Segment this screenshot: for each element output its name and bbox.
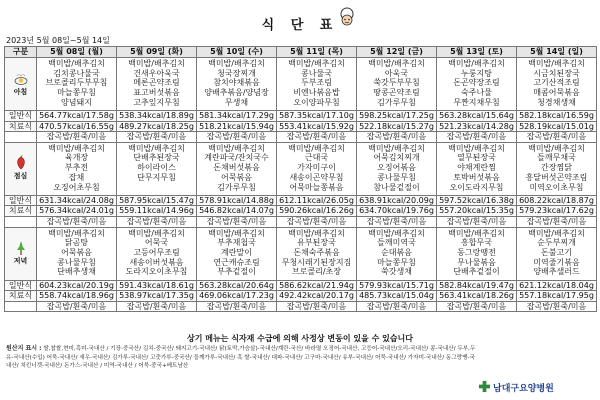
dish-item: 백미밥/배추김치	[128, 59, 185, 68]
diet-note: 잡곡밥/흰죽/미음	[117, 132, 197, 143]
regular-kcal: 598.25kcal/17.25g	[357, 111, 437, 122]
blank-cell	[5, 216, 37, 227]
dish-item: 건새우아욱국	[133, 68, 180, 78]
lunch-icon	[13, 155, 29, 171]
column-header-day: 5월 11일 (목)	[277, 47, 357, 58]
menu-cell	[437, 58, 517, 111]
dinner-icon	[13, 240, 29, 256]
dish-item: 쑥갓생채	[381, 267, 412, 277]
dish-item: 새송이곤약무침	[289, 172, 344, 182]
menu-cell	[357, 142, 437, 195]
column-header-day: 5월 10일 (수)	[197, 47, 277, 58]
menu-cell	[37, 227, 117, 280]
dinner-diet-note-row	[5, 301, 597, 312]
dish-item: 들깨미역국	[377, 238, 416, 248]
dish-item: 백미밥/배추김치	[208, 228, 265, 238]
therapeutic-label: 치료식	[5, 291, 37, 302]
dish-item: 순대볶음	[381, 247, 412, 257]
regular-kcal: 604.23kcal/20.19g	[37, 280, 117, 291]
menu-cell	[357, 58, 437, 111]
regular-kcal: 564.77kcal/17.58g	[37, 111, 117, 122]
regular-kcal: 582.84kcal/19.47g	[437, 280, 517, 291]
regular-kcal: 612.11kcal/26.05g	[277, 195, 357, 206]
dish-item: 순두부찌개	[537, 238, 576, 248]
dish-item: 들깨무채국	[537, 153, 576, 163]
regular-kcal: 631.34kcal/24.08g	[37, 195, 117, 206]
breakfast-label-cell	[5, 58, 37, 111]
therapeutic-kcal: 559.11kcal/14.96g	[117, 206, 197, 217]
change-notice: 상기 메뉴는 식자재 수급에 의해 사정상 변동이 있을 수 있습니다	[187, 334, 413, 343]
breakfast-therapeutic-row	[5, 121, 597, 132]
therapeutic-label: 치료식	[5, 206, 37, 217]
dish-item: 오징어초무침	[53, 182, 100, 192]
diet-note: 잡곡밥/흰죽/미음	[197, 216, 277, 227]
menu-cell	[277, 227, 357, 280]
dish-item: 부추전	[64, 163, 89, 173]
menu-cell	[37, 142, 117, 195]
dish-item: 백미밥/배추김치	[528, 59, 585, 68]
dinner-row	[5, 227, 597, 280]
dish-item: 고등어무조림	[133, 247, 180, 257]
dish-item: 마늘쫑무침	[377, 257, 416, 267]
menu-cell	[117, 58, 197, 111]
dish-item: 어묵볶음	[61, 247, 92, 257]
diet-note: 잡곡밥/흰죽/미음	[117, 301, 197, 312]
dish-item: 무나물볶음	[457, 257, 496, 267]
dish-item: 어묵김치찌개	[373, 153, 420, 163]
therapeutic-kcal: 579.23kcal/17.62g	[517, 206, 597, 217]
dish-item: 오이양파무침	[293, 97, 340, 107]
column-header-day: 5월 09일 (화)	[117, 47, 197, 58]
dish-item: 흥합무국	[461, 238, 492, 248]
dish-item: 야채계란찜	[457, 163, 496, 173]
dish-item: 김가루무침	[217, 182, 256, 192]
regular-kcal: 578.91kcal/14.88g	[197, 195, 277, 206]
origin-info	[6, 345, 476, 371]
origin-text: 쌀,찹쌀,현미,흑미-국내산 / 기장-중국산/ 김치-중국산/ 돼지고기-국내산/ 닭(토막,가슴살)-국내산/계란-국산/ 바라멸 오징어-국내산, 고등어-국내산/오리-국내산/ 콩-국내산/ 두부,두유-국내산(수입) 어묵-국내산/ 새우-국내산/ 김가루-국내산/ 고춧가루-중국산/ 들깨가루-국내산/ 흑 쌀-국내산/ 대파-국내산/ 고구마-국내산/ 유부-국내산/ 어묵-국내산/ 가자미-국내산/ 동그랑땡-국내산/ 치킨너겟-국내산/ 돈가스-국내산 / 미역-국내산 / 어묵-중국+베트남산	[6, 346, 476, 370]
regular-kcal: 538.34kcal/18.89g	[117, 111, 197, 122]
dish-item: 백미밥/배추김치	[368, 143, 425, 153]
dish-item: 돈불고기	[541, 247, 572, 257]
dish-item: 토박버섯볶음	[453, 172, 500, 182]
dish-item: 백미밥/배추김치	[48, 143, 105, 153]
regular-label: 일반식	[5, 280, 37, 291]
diet-note: 잡곡밥/흰죽/미음	[37, 301, 117, 312]
diet-note: 잡곡밥/흰죽/미음	[117, 216, 197, 227]
regular-kcal: 587.95kcal/15.47g	[117, 195, 197, 206]
column-header-day: 5월 12일 (금)	[357, 47, 437, 58]
dish-item: 아욱국	[384, 68, 409, 78]
dish-item: 계란말이	[221, 247, 252, 257]
lunch-row	[5, 142, 597, 195]
regular-label: 일반식	[5, 111, 37, 122]
dish-item: 땅콩곤약조림	[373, 88, 420, 98]
breakfast-row	[5, 58, 597, 111]
diet-note: 잡곡밥/흰죽/미음	[277, 301, 357, 312]
dish-item: 단배추겉절이	[453, 267, 500, 277]
date-range: 2023년 5월 08일~5월 14일	[6, 36, 110, 45]
dish-item: 백미밥/배추김치	[288, 143, 345, 153]
diet-note: 잡곡밥/흰죽/미음	[517, 216, 597, 227]
menu-cell	[197, 227, 277, 280]
hospital-logo-icon	[478, 380, 491, 393]
lunch-label: 점심	[13, 172, 28, 181]
dish-item: 백미밥/배추김치	[48, 59, 105, 68]
therapeutic-kcal: 557.20kcal/15.35g	[437, 206, 517, 217]
dish-item: 열무된장국	[457, 153, 496, 163]
dish-item: 두부조림	[301, 78, 332, 88]
therapeutic-kcal: 634.70kcal/19.76g	[357, 206, 437, 217]
dish-item: 백미밥/배추김치	[368, 228, 425, 238]
dish-item: 오이도라지무침	[449, 182, 504, 192]
dish-item: 백미밥/배추김치	[528, 143, 585, 153]
dish-item: 부추겉절이	[217, 267, 256, 277]
dish-item: 청경채생채	[537, 97, 576, 107]
diet-note: 잡곡밥/흰죽/미음	[197, 132, 277, 143]
dish-item: 쑥갓두부무침	[373, 78, 420, 88]
dish-item: 새송이버섯볶음	[129, 257, 184, 267]
dish-item: 유부된장국	[297, 238, 336, 248]
diet-note: 잡곡밥/흰죽/미음	[197, 301, 277, 312]
blank-cell	[5, 132, 37, 143]
regular-kcal: 579.93kcal/15.71g	[357, 280, 437, 291]
therapeutic-kcal: 518.21kcal/15.94g	[197, 121, 277, 132]
menu-cell	[117, 227, 197, 280]
menu-cell	[517, 227, 597, 280]
therapeutic-kcal: 470.57kcal/16.55g	[37, 121, 117, 132]
therapeutic-kcal: 546.82kcal/14.07g	[197, 206, 277, 217]
lunch-diet-note-row	[5, 216, 597, 227]
dish-item: 간장찜닭	[541, 163, 572, 173]
dish-item: 단배추생채	[57, 267, 96, 277]
regular-kcal: 587.35kcal/17.10g	[277, 111, 357, 122]
header-row	[5, 47, 597, 58]
hospital-name: 남대구요양병원	[493, 384, 554, 394]
regular-kcal: 563.28kcal/15.64g	[437, 111, 517, 122]
dish-item: 닭곰탕	[64, 238, 89, 248]
lunch-label-cell	[5, 142, 37, 195]
dish-item: 표고버섯볶음	[133, 88, 180, 98]
dish-item: 어묵마늘쫑볶음	[289, 182, 344, 192]
therapeutic-kcal: 489.27kcal/18.25g	[117, 121, 197, 132]
dish-item: 브로콜리/초장	[291, 267, 342, 277]
therapeutic-kcal: 558.74kcal/18.96g	[37, 291, 117, 302]
diet-note: 잡곡밥/흰죽/미음	[517, 301, 597, 312]
dish-item: 양배추볶음/양념장	[204, 88, 269, 98]
therapeutic-kcal: 521.23kcal/14.28g	[437, 121, 517, 132]
chef-icon	[336, 6, 358, 28]
therapeutic-kcal: 576.34kcal/24.01g	[37, 206, 117, 217]
breakfast-label: 아침	[13, 87, 28, 96]
dish-item: 백미밥/배추김치	[528, 228, 585, 238]
dish-item: 동그랑땡전	[457, 247, 496, 257]
diet-note: 잡곡밥/흰죽/미음	[357, 216, 437, 227]
dish-item: 단배추된장국	[133, 153, 180, 163]
regular-kcal: 582.18kcal/16.59g	[517, 111, 597, 122]
diet-note: 잡곡밥/흰죽/미음	[437, 301, 517, 312]
dinner-label-cell	[5, 227, 37, 280]
dish-item: 백미밥/배추김치	[128, 228, 185, 238]
dish-item: 백미밥/배추김치	[288, 228, 345, 238]
dish-item: 근대국	[304, 153, 329, 163]
dish-item: 콩나물무침	[57, 257, 96, 267]
breakfast-diet-note-row	[5, 132, 597, 143]
lunch-regular-row	[5, 195, 597, 206]
dish-item: 가자미구이	[297, 163, 336, 173]
dish-item: 고추잎지무침	[133, 97, 180, 107]
dish-item: 백미밥/배추김치	[288, 59, 345, 68]
dish-item: 마늘쫑무침	[57, 88, 96, 98]
dish-item: 어묵국	[144, 238, 169, 248]
menu-cell	[357, 227, 437, 280]
blank-cell	[5, 301, 37, 312]
dish-item: 무생채	[224, 97, 249, 107]
dinner-label: 저녁	[13, 257, 28, 266]
breakfast-regular-row	[5, 111, 597, 122]
dish-item: 오징어볶음	[377, 163, 416, 173]
therapeutic-kcal: 538.97kcal/17.35g	[117, 291, 197, 302]
therapeutic-kcal: 522.18kcal/15.27g	[357, 121, 437, 132]
dish-item: 백미밥/배추김치	[448, 59, 505, 68]
diet-note: 잡곡밥/흰죽/미음	[277, 216, 357, 227]
diet-note: 잡곡밥/흰죽/미음	[517, 132, 597, 143]
dish-item: 돈채버섯볶음	[213, 163, 260, 173]
dish-item: 백미밥/배추김치	[368, 59, 425, 68]
origin-label: 원산지 표시 :	[6, 345, 42, 352]
dinner-therapeutic-row	[5, 291, 597, 302]
dish-item: 도라지오이초무침	[125, 267, 188, 277]
dish-item: 단무지무침	[137, 172, 176, 182]
dish-item: 청국장찌개	[217, 68, 256, 78]
dish-item: 돈채숙주볶음	[293, 247, 340, 257]
regular-kcal: 581.34kcal/17.29g	[197, 111, 277, 122]
column-header-day: 5월 08일 (월)	[37, 47, 117, 58]
diet-note: 잡곡밥/흰죽/미음	[37, 132, 117, 143]
dish-item: 고기산적조림	[533, 78, 580, 88]
therapeutic-kcal: 553.41kcal/15.92g	[277, 121, 357, 132]
dish-item: 메론곤약조림	[133, 78, 180, 88]
therapeutic-label: 치료식	[5, 121, 37, 132]
meal-menu-table	[4, 46, 597, 312]
dish-item: 누룽지탕	[461, 68, 492, 78]
therapeutic-kcal: 469.06kcal/17.23g	[197, 291, 277, 302]
diet-note: 잡곡밥/흰죽/미음	[357, 301, 437, 312]
column-header-day: 5월 14일 (일)	[517, 47, 597, 58]
dish-item: 육개장	[64, 153, 89, 163]
diet-note: 잡곡밥/흰죽/미음	[357, 132, 437, 143]
regular-label: 일반식	[5, 195, 37, 206]
menu-cell	[517, 142, 597, 195]
regular-kcal: 597.52kcal/16.38g	[437, 195, 517, 206]
dish-item: 매콤어묵볶음	[533, 88, 580, 98]
dish-item: 콩나물국	[301, 68, 332, 78]
column-header-day: 5월 13일 (토)	[437, 47, 517, 58]
dish-item: 부추재첩국	[217, 238, 256, 248]
menu-cell	[197, 58, 277, 111]
diet-note: 잡곡밥/흰죽/미음	[37, 216, 117, 227]
therapeutic-kcal: 590.26kcal/16.26g	[277, 206, 357, 217]
diet-note: 잡곡밥/흰죽/미음	[277, 132, 357, 143]
dish-item: 흥달버섯곤약조림	[525, 172, 588, 182]
therapeutic-kcal: 492.42kcal/20.17g	[277, 291, 357, 302]
dish-item: 잡채	[68, 172, 85, 182]
dish-item: 비엔나볶음밥	[293, 88, 340, 98]
dish-item: 콩나물무침	[377, 172, 416, 182]
dish-item: 김치콩나물국	[53, 68, 100, 78]
column-header: 구분	[5, 47, 37, 58]
menu-cell	[437, 142, 517, 195]
regular-kcal: 591.43kcal/18.61g	[117, 280, 197, 291]
dish-item: 양배추샐러드	[533, 267, 580, 277]
therapeutic-kcal: 557.18kcal/17.95g	[517, 291, 597, 302]
diet-note: 잡곡밥/흰죽/미음	[437, 132, 517, 143]
dish-item: 무청시래기된장지짐	[281, 257, 352, 267]
dish-item: 백미밥/배추김치	[208, 59, 265, 68]
dish-item: 백미밥/배추김치	[208, 143, 265, 153]
dish-item: 연근캐슈조림	[213, 257, 260, 267]
breakfast-icon	[13, 71, 29, 87]
dish-item: 시금치된장국	[533, 68, 580, 78]
menu-cell	[437, 227, 517, 280]
therapeutic-kcal: 485.73kcal/15.04g	[357, 291, 437, 302]
regular-kcal: 586.62kcal/21.94g	[277, 280, 357, 291]
diet-note: 잡곡밥/흰죽/미음	[437, 216, 517, 227]
lunch-therapeutic-row	[5, 206, 597, 217]
menu-cell	[517, 58, 597, 111]
dish-item: 참치야채볶음	[213, 78, 260, 88]
dish-item: 백미밥/배추김치	[128, 143, 185, 153]
dish-item: 참나물겉절이	[373, 182, 420, 192]
regular-kcal: 563.28kcal/20.64g	[197, 280, 277, 291]
dish-item: 돈곤약장조림	[453, 78, 500, 88]
dish-item: 미역줄기볶음	[533, 257, 580, 267]
dish-item: 브로콜리두부무침	[45, 78, 108, 88]
menu-cell	[37, 58, 117, 111]
dish-item: 백미밥/배추김치	[448, 143, 505, 153]
therapeutic-kcal: 563.41kcal/18.26g	[437, 291, 517, 302]
dish-item: 숙주나물	[461, 88, 492, 98]
therapeutic-kcal: 528.19kcal/15.01g	[517, 121, 597, 132]
dish-item: 하이라이스	[137, 163, 176, 173]
dish-item: 백미밥/배추김치	[448, 228, 505, 238]
dish-item: 무짠지채무침	[453, 97, 500, 107]
regular-kcal: 638.91kcal/20.09g	[357, 195, 437, 206]
menu-cell	[277, 142, 357, 195]
dish-item: 미역오이초무침	[529, 182, 584, 192]
dish-item: 김가루무침	[377, 97, 416, 107]
dish-item: 양념돼지	[61, 97, 92, 107]
dinner-regular-row	[5, 280, 597, 291]
menu-cell	[277, 58, 357, 111]
dish-item: 계란파국/잔치국수	[204, 153, 269, 163]
menu-cell	[117, 142, 197, 195]
dish-item: 어묵볶음	[221, 172, 252, 182]
regular-kcal: 621.12kcal/18.04g	[517, 280, 597, 291]
menu-cell	[197, 142, 277, 195]
dish-item: 백미밥/배추김치	[48, 228, 105, 238]
regular-kcal: 608.22kcal/18.87g	[517, 195, 597, 206]
page-title: 식 단 표	[261, 18, 339, 33]
